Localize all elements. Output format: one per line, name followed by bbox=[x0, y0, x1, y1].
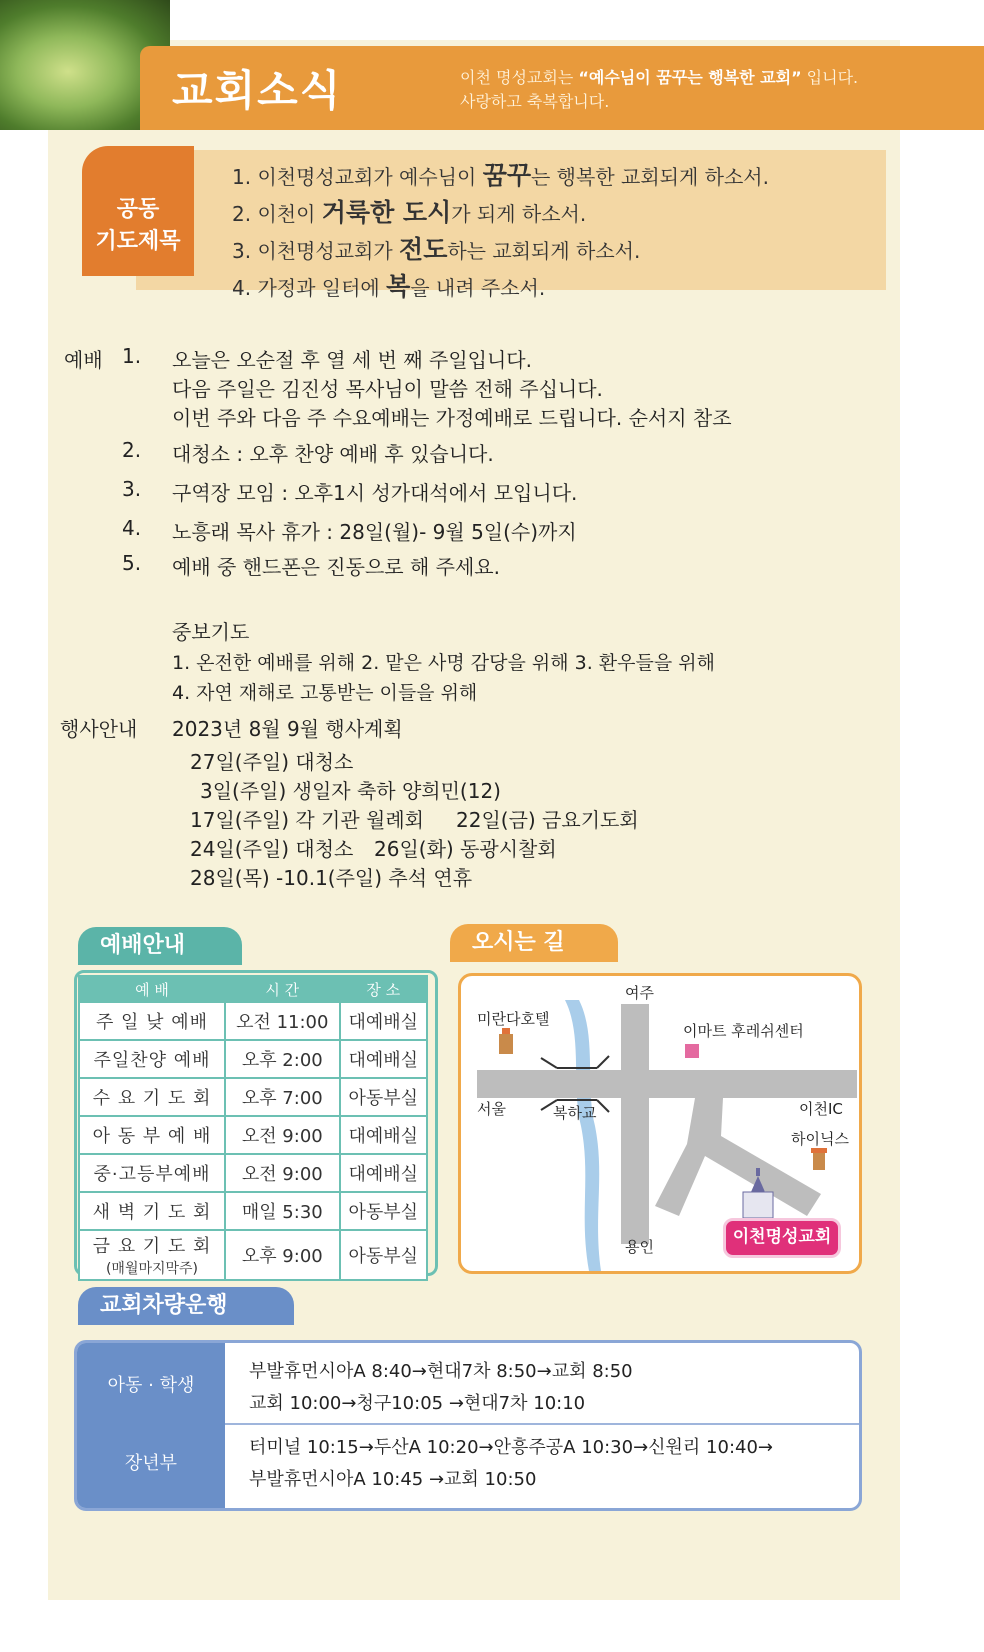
label-event: 행사안내 bbox=[60, 717, 138, 741]
bridge-mark bbox=[597, 1100, 609, 1112]
map-heading: 오시는 길 bbox=[450, 924, 618, 962]
map-label-hotel: 미란다호텔 bbox=[477, 1010, 550, 1028]
notice-number: 2. bbox=[122, 438, 142, 462]
directions-map bbox=[458, 973, 862, 1274]
church-badge: 이천명성교회 bbox=[723, 1218, 841, 1258]
bus-heading: 교회차량운행 bbox=[78, 1287, 294, 1325]
subtitle-text-end: 입니다. bbox=[801, 68, 859, 87]
notice-number: 5. bbox=[122, 551, 142, 575]
prayer-tag-line1: 공동 bbox=[116, 197, 160, 222]
cell-time: 오후 9:00 bbox=[225, 1230, 340, 1280]
label-worship: 예배 bbox=[64, 348, 103, 372]
hotel-icon bbox=[499, 1028, 513, 1054]
cell-place: 아동부실 bbox=[340, 1192, 427, 1230]
map-label-yongin: 용인 bbox=[625, 1238, 654, 1256]
prayer-list bbox=[232, 158, 769, 306]
event-title: 2023년 8월 9월 행사계획 bbox=[172, 717, 403, 741]
cell-time: 매일 5:30 bbox=[225, 1192, 340, 1230]
col-header-place: 장 소 bbox=[340, 976, 427, 1002]
notice-text: 예배 중 핸드폰은 진동으로 해 주세요. bbox=[172, 555, 500, 579]
river-shape bbox=[565, 1000, 601, 1271]
road-north-south bbox=[621, 1004, 649, 1244]
cell-time: 오전 9:00 bbox=[225, 1154, 340, 1192]
notice-number: 1. bbox=[122, 344, 142, 368]
cell-time: 오후 7:00 bbox=[225, 1078, 340, 1116]
cell-time: 오전 9:00 bbox=[225, 1116, 340, 1154]
notice-text: 이번 주와 다음 주 수요예배는 가정예배로 드립니다. 순서지 참조 bbox=[172, 406, 732, 430]
subtitle-line2: 사랑하고 축복합니다. bbox=[460, 92, 610, 111]
map-label-seoul: 서울 bbox=[477, 1100, 506, 1118]
event-item: 24일(주일) 대청소 bbox=[190, 837, 354, 861]
map-label-hynix: 하이닉스 bbox=[791, 1130, 849, 1148]
cell-event: 주 일 낮 예배 bbox=[79, 1002, 225, 1040]
bus-group-children: 아동 · 학생 bbox=[107, 1375, 195, 1396]
col-header-event: 예 배 bbox=[79, 976, 225, 1002]
cell-event: 수 요 기 도 회 bbox=[79, 1078, 225, 1116]
prayer-tag-line2: 기도제목 bbox=[95, 229, 181, 254]
prayer-item: 3. 이천명성교회가 전도하는 교회되게 하소서. bbox=[232, 235, 641, 264]
bus-route-line: 터미널 10:15→두산A 10:20→안흥주공A 10:30→신원리 10:40→ bbox=[249, 1437, 773, 1458]
subtitle-text: 이천 명성교회는 bbox=[460, 68, 579, 87]
factory-icon bbox=[811, 1148, 827, 1170]
table-row bbox=[79, 1116, 427, 1154]
event-item: 27일(주일) 대청소 bbox=[190, 750, 354, 774]
prayer-item: 2. 이천이 거룩한 도시가 되게 하소서. bbox=[232, 198, 587, 227]
table-row bbox=[79, 1154, 427, 1192]
cell-time: 오전 11:00 bbox=[225, 1002, 340, 1040]
col-header-time: 시 간 bbox=[225, 976, 340, 1002]
notice-text: 다음 주일은 김진성 목사님이 말씀 전해 주십니다. bbox=[172, 377, 603, 401]
event-item: 17일(주일) 각 기관 월례회 bbox=[190, 808, 425, 832]
store-icon bbox=[685, 1044, 699, 1058]
prayer-tag bbox=[82, 146, 194, 276]
cell-event-note: (매월마지막주) bbox=[105, 1261, 199, 1277]
intercession-line: 4. 자연 재해로 고통받는 이들을 위해 bbox=[172, 682, 478, 704]
event-item: 28일(목) -10.1(주일) 추석 연휴 bbox=[190, 866, 473, 890]
prayer-item: 4. 가정과 일터에 복을 내려 주소서. bbox=[232, 272, 546, 301]
notice-text: 대청소 : 오후 찬양 예배 후 있습니다. bbox=[172, 442, 494, 466]
intercession-line: 1. 온전한 예배를 위해 2. 맡은 사명 감당을 위해 3. 환우들을 위해 bbox=[172, 652, 715, 674]
road-east-west bbox=[477, 1070, 857, 1098]
page-title: 교회소식 bbox=[172, 66, 343, 115]
cell-event: 아 동 부 예 배 bbox=[79, 1116, 225, 1154]
cell-place: 대예배실 bbox=[340, 1040, 427, 1078]
table-row bbox=[79, 1192, 427, 1230]
cell-time: 오후 2:00 bbox=[225, 1040, 340, 1078]
cell-event: 새 벽 기 도 회 bbox=[79, 1192, 225, 1230]
map-label-yeoju: 여주 bbox=[625, 984, 654, 1002]
bus-route-line: 부발휴먼시아A 8:40→현대7차 8:50→교회 8:50 bbox=[249, 1361, 633, 1382]
bus-group-adults: 장년부 bbox=[124, 1453, 178, 1474]
cell-event: 금 요 기 도 회 (매월마지막주) bbox=[79, 1230, 225, 1280]
event-item: 3일(주일) 생일자 축하 양희민(12) bbox=[200, 779, 501, 803]
event-item: 22일(금) 금요기도회 bbox=[456, 808, 639, 832]
bus-schedule bbox=[74, 1340, 862, 1511]
map-label-bridge: 복하교 bbox=[553, 1104, 597, 1122]
header-subtitle bbox=[460, 66, 858, 114]
notice-text: 오늘은 오순절 후 열 세 번 째 주일입니다. bbox=[172, 348, 532, 372]
cell-event: 중·고등부예배 bbox=[79, 1154, 225, 1192]
map-label-ic: 이천IC bbox=[799, 1100, 843, 1118]
intercession-title: 중보기도 bbox=[172, 620, 250, 644]
table-row bbox=[79, 1230, 427, 1280]
cell-place: 대예배실 bbox=[340, 1154, 427, 1192]
services-table bbox=[78, 975, 428, 1281]
bridge-mark bbox=[597, 1056, 609, 1068]
table-row bbox=[79, 1078, 427, 1116]
cell-place: 아동부실 bbox=[340, 1230, 427, 1280]
notice-text: 노흥래 목사 휴가 : 28일(월)- 9월 5일(수)까지 bbox=[172, 520, 577, 544]
table-row bbox=[79, 1040, 427, 1078]
bus-side-panel bbox=[77, 1343, 225, 1508]
subtitle-motto: “예수님이 꿈꾸는 행복한 교회” bbox=[578, 68, 802, 87]
road-branch bbox=[655, 1098, 821, 1216]
bridge-mark bbox=[541, 1058, 557, 1068]
event-item: 26일(화) 동광시찰회 bbox=[374, 837, 557, 861]
bus-route-line: 교회 10:00→청구10:05 →현대7차 10:10 bbox=[249, 1393, 586, 1414]
services-heading: 예배안내 bbox=[78, 927, 242, 965]
prayer-item: 1. 이천명성교회가 예수님이 꿈꾸는 행복한 교회되게 하소서. bbox=[232, 161, 769, 190]
cell-place: 대예배실 bbox=[340, 1002, 427, 1040]
cell-place: 아동부실 bbox=[340, 1078, 427, 1116]
table-row bbox=[79, 1002, 427, 1040]
notice-number: 4. bbox=[122, 516, 142, 540]
notice-text: 구역장 모임 : 오후1시 성가대석에서 모입니다. bbox=[172, 481, 578, 505]
bus-route-line: 부발휴먼시아A 10:45 →교회 10:50 bbox=[249, 1469, 537, 1490]
cell-event: 주일찬양 예배 bbox=[79, 1040, 225, 1078]
bus-divider bbox=[225, 1423, 859, 1425]
notice-number: 3. bbox=[122, 477, 142, 501]
table-header-row bbox=[79, 976, 427, 1002]
map-label-emart: 이마트 후레쉬센터 bbox=[683, 1022, 804, 1040]
cell-place: 대예배실 bbox=[340, 1116, 427, 1154]
